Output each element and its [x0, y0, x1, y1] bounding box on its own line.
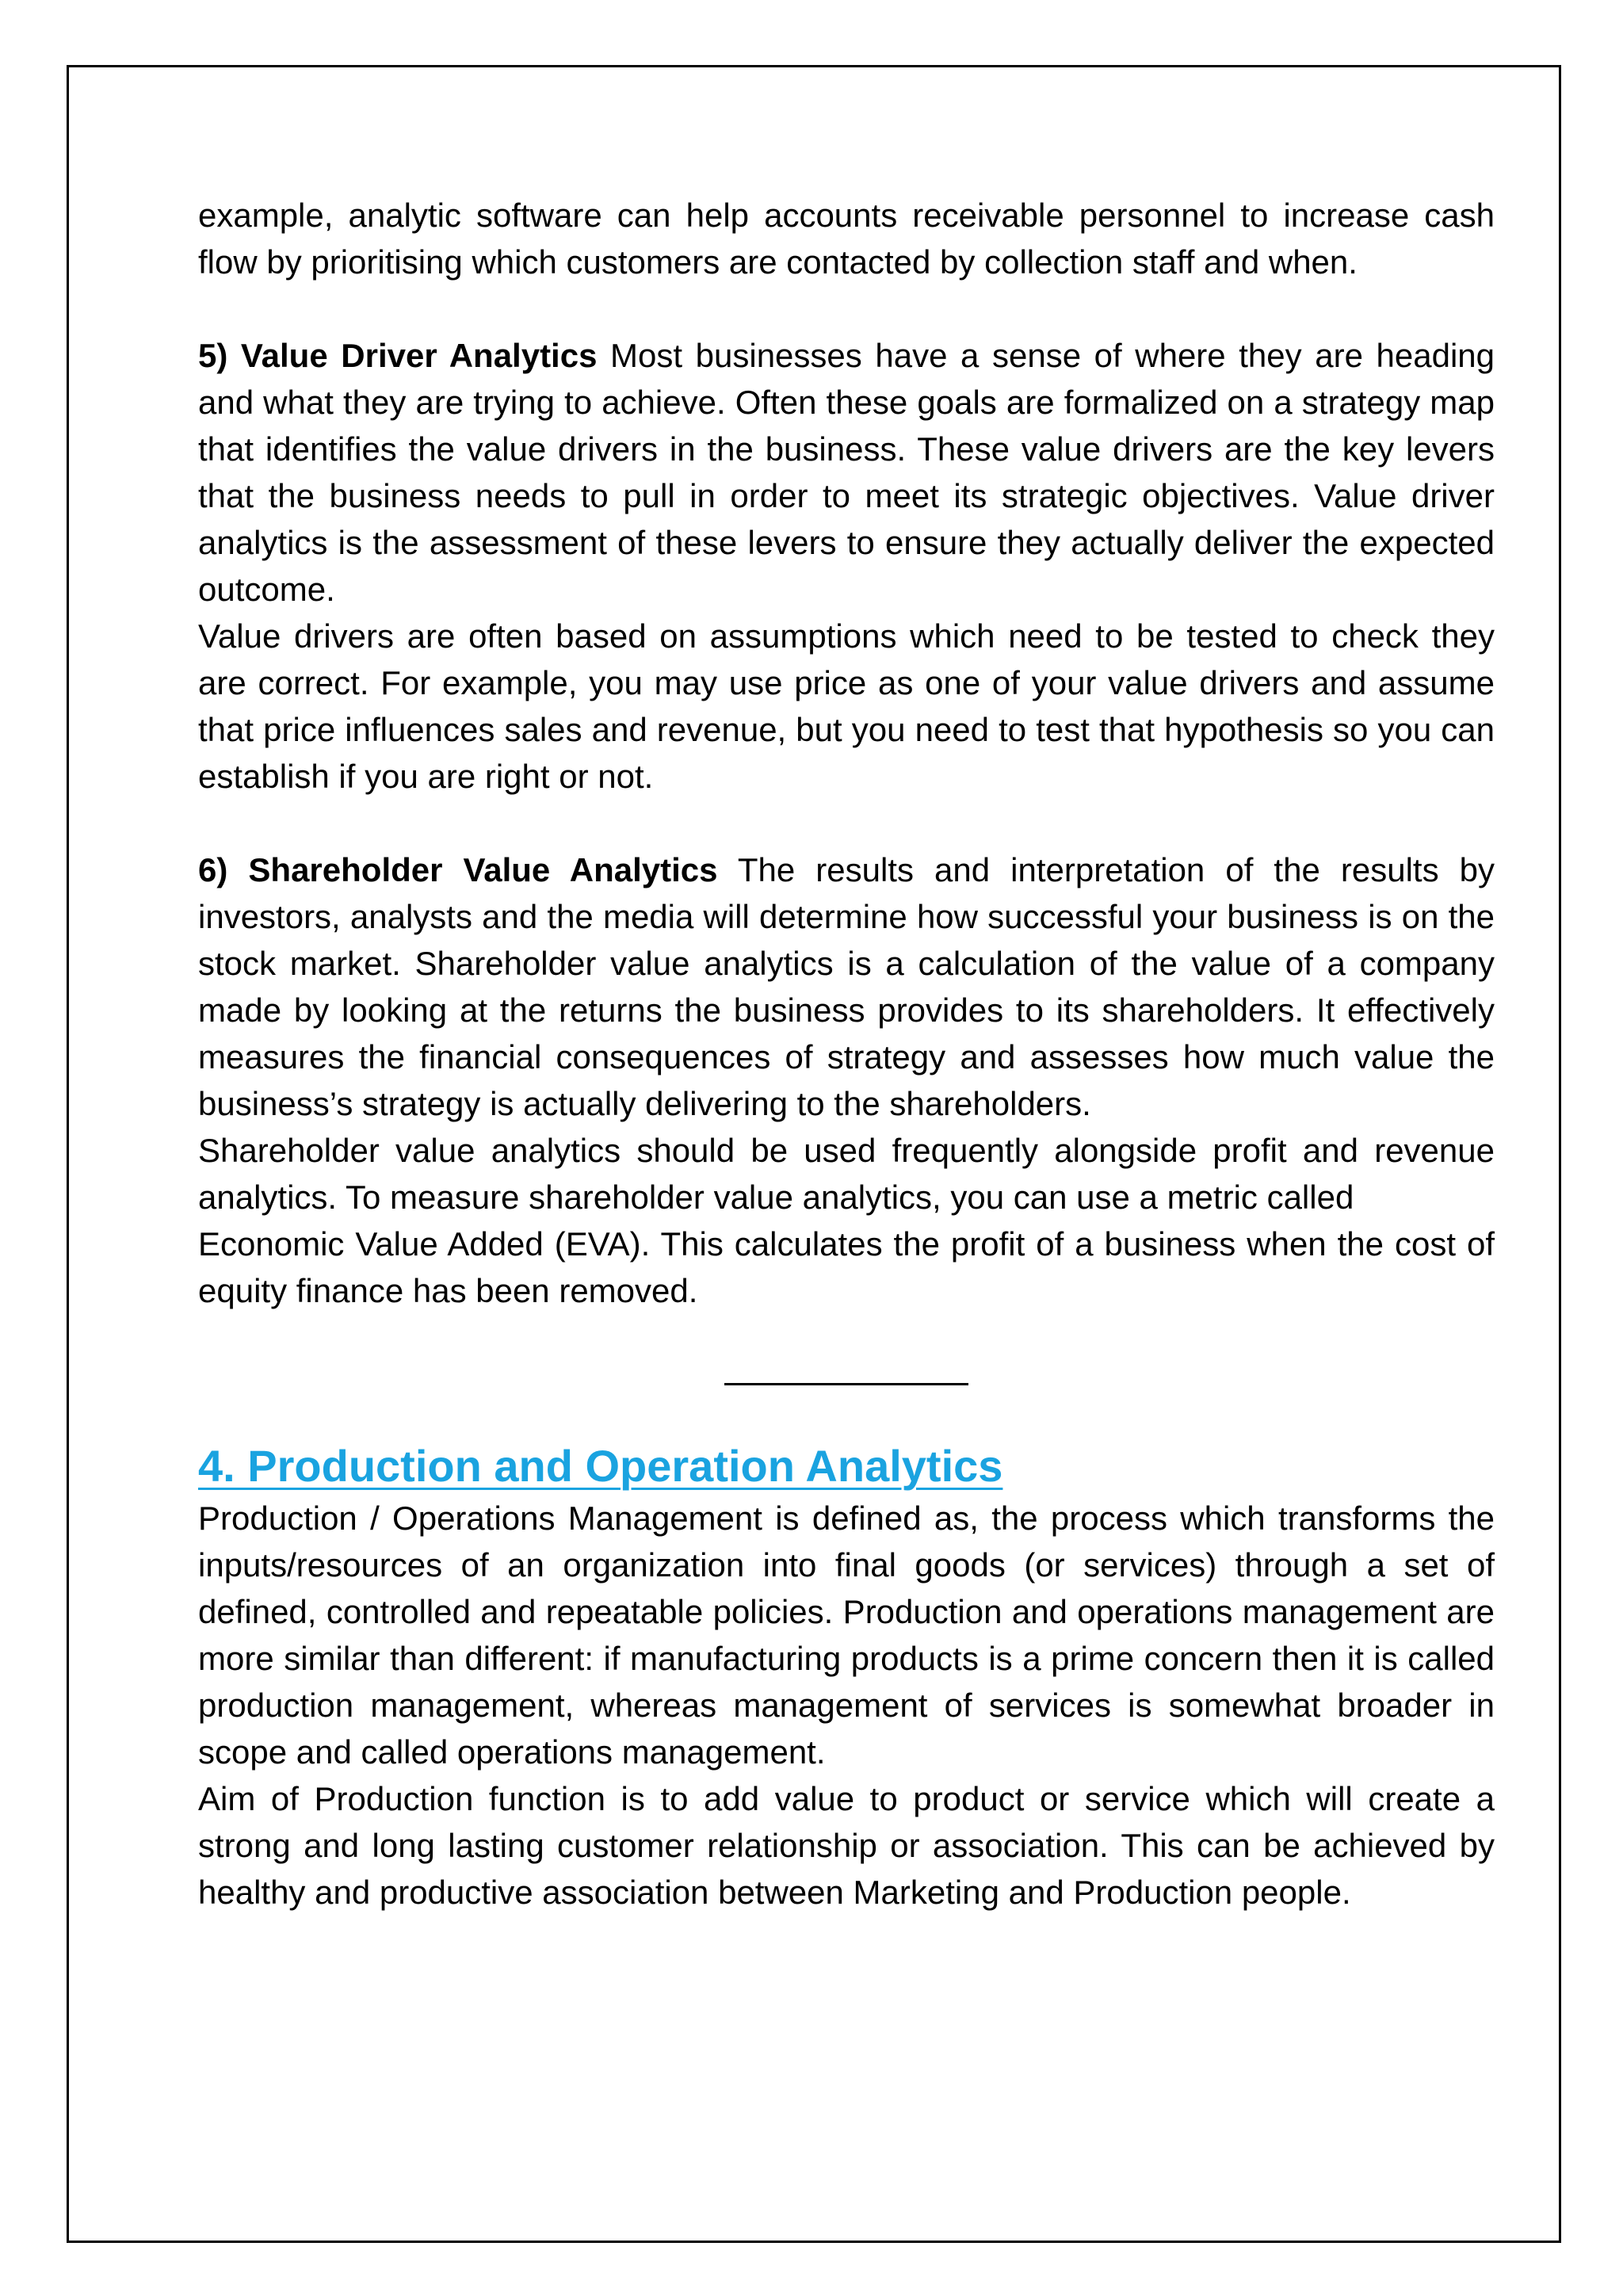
value-driver-paragraph	[198, 332, 1495, 613]
section-divider	[724, 1383, 968, 1385]
production-paragraph-1: Production / Operations Management is defined as, the process which transforms the inputs/resources of an organization into final goods (or services) through a set of defined, controlled and repeatable policies. Production and operations management are more similar than different: if manufacturing products is a prime concern then it is called production management, whereas management of services is somewhat broader in scope and called operations management.	[198, 1499, 1495, 1771]
shareholder-title: 6) Shareholder Value Analytics	[198, 851, 718, 888]
production-paragraph-2: Aim of Production function is to add value to product or service which will create a strong and long lasting customer relationship or association. This can be achieved by healthy and productive association between Marketing and Production people.	[198, 1780, 1495, 1911]
document-body	[198, 192, 1495, 1916]
value-driver-title: 5) Value Driver Analytics	[198, 337, 598, 374]
paragraph-gap	[198, 800, 1495, 846]
shareholder-paragraph	[198, 846, 1495, 1127]
shareholder-text: The results and interpretation of the results by investors, analysts and the media will determine how successful your business is on the stock market. Shareholder value analytics is a calculation of the value of a company made by looking at the returns the business provides to its shareholders. It effectively measures the financial consequences of strategy and assesses how much value the business’s strategy is actually delivering to the shareholders.	[198, 851, 1495, 1122]
section-heading: 4. Production and Operation Analytics	[198, 1441, 1003, 1491]
paragraph-gap	[198, 285, 1495, 332]
shareholder-paragraph-2: Shareholder value analytics should be used frequently alongside profit and revenue analytics. To measure shareholder value analytics, you can use a metric called	[198, 1132, 1495, 1216]
intro-paragraph: example, analytic software can help accounts receivable personnel to increase cash flow by prioritising which customers are contacted by collection staff and when.	[198, 197, 1495, 281]
shareholder-paragraph-3: Economic Value Added (EVA). This calculates the profit of a business when the cost of equity finance has been removed.	[198, 1225, 1495, 1309]
value-driver-paragraph-2: Value drivers are often based on assumptions which need to be tested to check they are correct. For example, you may use price as one of your value drivers and assume that price influences sales and revenue, but you need to test that hypothesis so you can establish if you are right or not.	[198, 617, 1495, 795]
value-driver-text: Most businesses have a sense of where they are heading and what they are trying to achieve. Often these goals are formalized on a strategy map that identifies the value drivers in the business. These value drivers are the key levers that the business needs to pull in order to meet its strategic objectives. Value driver analytics is the assessment of these levers to ensure they actually deliver the expected outcome.	[198, 337, 1495, 608]
